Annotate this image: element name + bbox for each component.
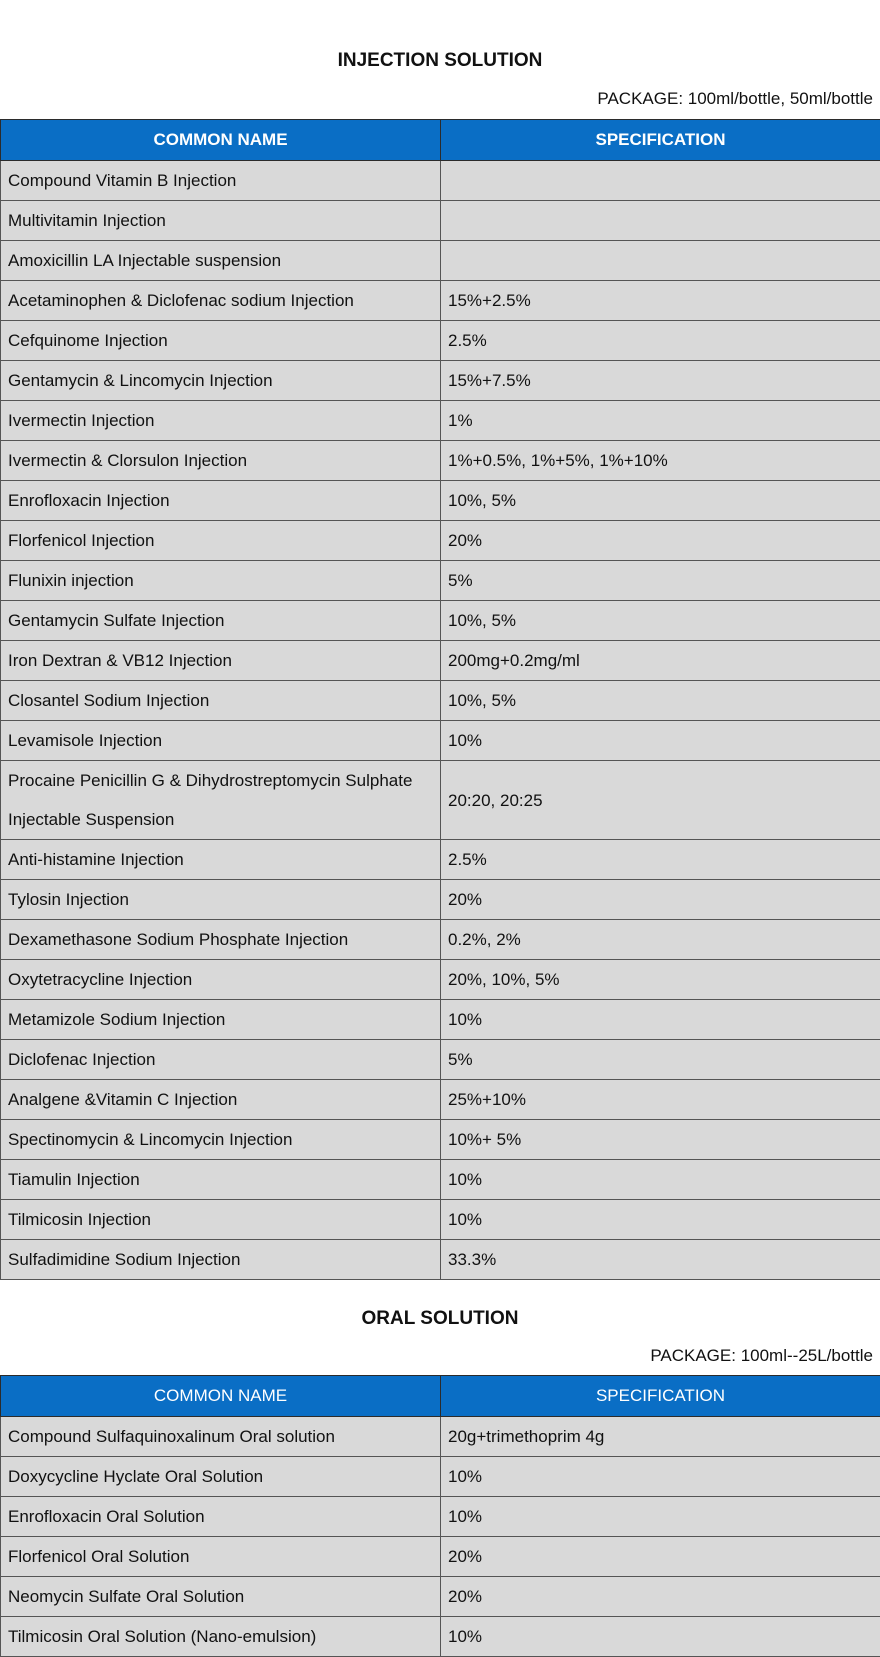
common-name-cell: Tiamulin Injection (1, 1160, 441, 1200)
common-name-cell: Gentamycin Sulfate Injection (1, 601, 441, 641)
specification-cell: 10% (441, 721, 880, 761)
specification-cell: 20% (441, 1577, 880, 1617)
specification-cell: 20% (441, 880, 880, 920)
oral-section-title: ORAL SOLUTION (0, 1308, 880, 1330)
table-row (1, 601, 880, 641)
common-name-cell: Ivermectin & Clorsulon Injection (1, 441, 441, 481)
table-row (1, 1080, 880, 1120)
specification-cell: 15%+7.5% (441, 361, 880, 401)
injection-header-common-name: COMMON NAME (1, 120, 441, 161)
table-row (1, 1240, 880, 1280)
specification-cell: 200mg+0.2mg/ml (441, 641, 880, 681)
oral-package-info: PACKAGE: 100ml--25L/bottle (650, 1346, 873, 1366)
common-name-cell: Metamizole Sodium Injection (1, 1000, 441, 1040)
table-row (1, 521, 880, 561)
specification-cell: 20:20, 20:25 (441, 761, 880, 840)
table-row (1, 201, 880, 241)
injection-section-title: INJECTION SOLUTION (0, 50, 880, 72)
common-name-cell: Oxytetracycline Injection (1, 960, 441, 1000)
common-name-cell: Diclofenac Injection (1, 1040, 441, 1080)
table-row (1, 481, 880, 521)
specification-cell: 0.2%, 2% (441, 920, 880, 960)
specification-cell: 10%, 5% (441, 601, 880, 641)
specification-cell: 1%+0.5%, 1%+5%, 1%+10% (441, 441, 880, 481)
table-row (1, 1120, 880, 1160)
common-name-cell: Ivermectin Injection (1, 401, 441, 441)
table-row (1, 1577, 880, 1617)
specification-cell: 5% (441, 561, 880, 601)
table-row (1, 161, 880, 201)
common-name-cell: Florfenicol Injection (1, 521, 441, 561)
table-row (1, 321, 880, 361)
table-row (1, 960, 880, 1000)
common-name-cell: Enrofloxacin Oral Solution (1, 1497, 441, 1537)
common-name-cell: Amoxicillin LA Injectable suspension (1, 241, 441, 281)
table-row (1, 441, 880, 481)
common-name-cell: Enrofloxacin Injection (1, 481, 441, 521)
common-name-cell: Compound Vitamin B Injection (1, 161, 441, 201)
specification-cell: 10%+ 5% (441, 1120, 880, 1160)
table-row (1, 920, 880, 960)
table-row (1, 840, 880, 880)
specification-cell: 10% (441, 1617, 880, 1657)
common-name-cell: Compound Sulfaquinoxalinum Oral solution (1, 1417, 441, 1457)
common-name-cell: Dexamethasone Sodium Phosphate Injection (1, 920, 441, 960)
oral-table-header-row (1, 1376, 880, 1417)
table-row (1, 561, 880, 601)
table-row (1, 1200, 880, 1240)
table-row (1, 1160, 880, 1200)
table-row (1, 880, 880, 920)
specification-cell: 25%+10% (441, 1080, 880, 1120)
specification-cell: 5% (441, 1040, 880, 1080)
injection-table-header-row (1, 120, 880, 161)
specification-cell: 20g+trimethoprim 4g (441, 1417, 880, 1457)
specification-cell: 10% (441, 1160, 880, 1200)
table-row (1, 1537, 880, 1577)
table-row (1, 1617, 880, 1657)
specification-cell: 10% (441, 1200, 880, 1240)
table-row (1, 361, 880, 401)
specification-cell: 2.5% (441, 321, 880, 361)
common-name-cell: Flunixin injection (1, 561, 441, 601)
common-name-cell: Levamisole Injection (1, 721, 441, 761)
common-name-cell: Sulfadimidine Sodium Injection (1, 1240, 441, 1280)
common-name-cell: Tilmicosin Oral Solution (Nano-emulsion) (1, 1617, 441, 1657)
table-row (1, 681, 880, 721)
table-row (1, 761, 880, 840)
common-name-cell: Doxycycline Hyclate Oral Solution (1, 1457, 441, 1497)
specification-cell: 10% (441, 1497, 880, 1537)
specification-cell (441, 161, 880, 201)
table-row (1, 1417, 880, 1457)
table-row (1, 1000, 880, 1040)
common-name-cell: Anti-histamine Injection (1, 840, 441, 880)
table-row (1, 401, 880, 441)
common-name-cell: Florfenicol Oral Solution (1, 1537, 441, 1577)
table-row (1, 281, 880, 321)
specification-cell: 10%, 5% (441, 681, 880, 721)
specification-cell (441, 241, 880, 281)
common-name-cell: Procaine Penicillin G & Dihydrostreptomycin Sulphate Injectable Suspension (1, 761, 441, 840)
common-name-cell: Tilmicosin Injection (1, 1200, 441, 1240)
specification-cell: 10%, 5% (441, 481, 880, 521)
specification-cell: 2.5% (441, 840, 880, 880)
common-name-cell: Spectinomycin & Lincomycin Injection (1, 1120, 441, 1160)
common-name-cell: Analgene &Vitamin C Injection (1, 1080, 441, 1120)
common-name-cell: Neomycin Sulfate Oral Solution (1, 1577, 441, 1617)
table-row (1, 1497, 880, 1537)
injection-header-specification: SPECIFICATION (441, 120, 880, 161)
common-name-cell: Iron Dextran & VB12 Injection (1, 641, 441, 681)
specification-cell: 10% (441, 1457, 880, 1497)
specification-cell: 20%, 10%, 5% (441, 960, 880, 1000)
common-name-cell: Multivitamin Injection (1, 201, 441, 241)
injection-package-info: PACKAGE: 100ml/bottle, 50ml/bottle (597, 89, 873, 109)
common-name-cell: Acetaminophen & Diclofenac sodium Injection (1, 281, 441, 321)
oral-header-specification: SPECIFICATION (441, 1376, 880, 1417)
specification-cell: 1% (441, 401, 880, 441)
table-row (1, 241, 880, 281)
oral-header-common-name: COMMON NAME (1, 1376, 441, 1417)
table-row (1, 641, 880, 681)
specification-cell (441, 201, 880, 241)
specification-cell: 15%+2.5% (441, 281, 880, 321)
table-row (1, 721, 880, 761)
specification-cell: 33.3% (441, 1240, 880, 1280)
common-name-cell: Cefquinome Injection (1, 321, 441, 361)
specification-cell: 20% (441, 1537, 880, 1577)
common-name-cell: Gentamycin & Lincomycin Injection (1, 361, 441, 401)
specification-cell: 10% (441, 1000, 880, 1040)
table-row (1, 1040, 880, 1080)
injection-table (0, 119, 880, 1280)
common-name-cell: Closantel Sodium Injection (1, 681, 441, 721)
oral-table (0, 1375, 880, 1657)
common-name-cell: Tylosin Injection (1, 880, 441, 920)
table-row (1, 1457, 880, 1497)
specification-cell: 20% (441, 521, 880, 561)
